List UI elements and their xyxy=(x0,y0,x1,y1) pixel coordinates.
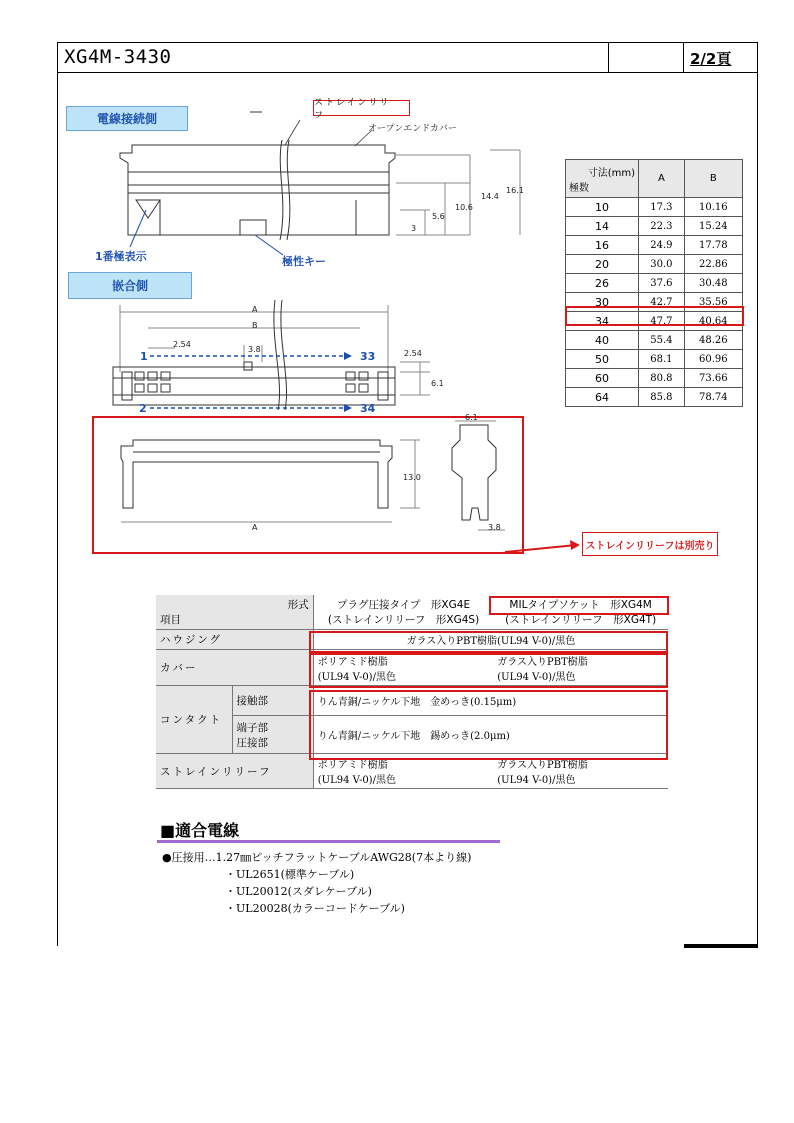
strain-material: ポリアミド樹脂 xyxy=(317,760,388,771)
cover-material: ポリアミド樹脂 xyxy=(317,656,388,668)
cover-rating: (UL94 V-0)/黒色 xyxy=(317,671,396,683)
row-34-highlight xyxy=(565,306,744,326)
sold-separately-note: ストレインリリーフは別売り xyxy=(582,532,718,556)
dimension-label: 14.4 xyxy=(481,192,499,201)
strain-relief-label: ストレインリリーフ xyxy=(156,754,313,789)
a-cell: 22.3 xyxy=(639,217,685,236)
pin-number-34: 34 xyxy=(360,402,376,415)
b-cell: 73.66 xyxy=(684,369,742,388)
b-cell: 22.86 xyxy=(684,255,742,274)
a-cell: 80.8 xyxy=(639,369,685,388)
pin-number-1: 1 xyxy=(140,350,148,363)
b-cell: 78.74 xyxy=(684,388,742,407)
a-cell: 24.9 xyxy=(639,236,685,255)
header-form: 形式 xyxy=(287,599,309,611)
table-row xyxy=(566,331,743,350)
contact-value: りん青銅/ニッケル下地 金めっき(0.15μm) xyxy=(313,686,668,716)
a-cell: 37.6 xyxy=(639,274,685,293)
a-cell: 85.8 xyxy=(639,388,685,407)
pin-number-2: 2 xyxy=(139,402,147,415)
mil-strain-relief: (ストレインリリーフ 形XG4T) xyxy=(505,614,657,626)
dimension-label: 3.8 xyxy=(248,345,261,354)
pole-cell: 10 xyxy=(566,198,639,217)
mil-type-highlight xyxy=(489,596,669,615)
b-cell: 40.64 xyxy=(684,312,742,331)
housing-value: ガラス入りPBT樹脂(UL94 V-0)/黒色 xyxy=(313,630,668,650)
spec-header-cell xyxy=(156,595,313,630)
wire-type-item: ・UL20028(カラーコードケーブル) xyxy=(225,902,405,915)
b-cell: 30.48 xyxy=(684,274,742,293)
open-end-cover-label: オープンエンドカバー xyxy=(368,124,457,134)
b-cell: 15.24 xyxy=(684,217,742,236)
dimension-label: 6.1 xyxy=(431,379,444,388)
table-row xyxy=(566,198,743,217)
strain-material: ガラス入りPBT樹脂 xyxy=(497,760,588,771)
a-cell: 47.7 xyxy=(639,312,685,331)
table-header-row xyxy=(566,160,743,198)
header-dimension-unit: 寸法(mm) xyxy=(587,167,635,179)
dimension-label: 2.54 xyxy=(404,349,422,358)
dimension-label: 3.8 xyxy=(488,523,501,532)
wire-type-item: ・UL20012(スダレケーブル) xyxy=(225,885,372,898)
dimension-label: B xyxy=(252,321,258,330)
b-cell: 60.96 xyxy=(684,350,742,369)
dimension-label: 13.0 xyxy=(403,473,421,482)
pole-cell: 50 xyxy=(566,350,639,369)
polarity-key-label: 極性キー xyxy=(282,255,326,268)
b-cell: 10.16 xyxy=(684,198,742,217)
crimp-label: 圧接部 xyxy=(236,736,268,749)
applicable-wire-heading: ■適合電線 xyxy=(160,821,240,840)
b-cell: 48.26 xyxy=(684,331,742,350)
housing-label: ハウジング xyxy=(156,630,313,650)
table-row xyxy=(566,350,743,369)
table-header-cell xyxy=(566,160,639,198)
contact-label: コンタクト xyxy=(156,686,232,754)
pin-number-33: 33 xyxy=(360,350,376,363)
dimension-label: 10.6 xyxy=(455,203,473,212)
dimension-label: 6.1 xyxy=(465,413,478,422)
terminal-part-label xyxy=(232,716,313,754)
dimension-label: 5.6 xyxy=(432,212,445,221)
cover-rating: (UL94 V-0)/黒色 xyxy=(497,671,576,683)
table-row xyxy=(566,274,743,293)
dimension-label: A xyxy=(252,305,258,314)
dimension-label: 3 xyxy=(411,224,417,233)
a-cell: 55.4 xyxy=(639,331,685,350)
housing-highlight xyxy=(309,631,668,653)
pole-cell: 20 xyxy=(566,255,639,274)
pole-cell: 16 xyxy=(566,236,639,255)
dimension-label: A xyxy=(252,523,258,532)
document-title: XG4M-3430 xyxy=(64,46,172,68)
pole-cell: 40 xyxy=(566,331,639,350)
plug-strain-relief: (ストレインリリーフ 形XG4S) xyxy=(327,614,480,626)
dimension-table xyxy=(565,159,743,407)
pin1-mark-label: 1番極表示 xyxy=(95,250,147,263)
strain-relief-callout: ストレインリリ フ xyxy=(313,100,410,116)
wire-side-label: 電線接続側 xyxy=(66,106,188,131)
cover-highlight xyxy=(309,653,668,688)
table-row xyxy=(566,369,743,388)
b-cell: 35.56 xyxy=(684,293,742,312)
mating-side-label: 嵌合側 xyxy=(68,272,192,299)
b-cell: 17.78 xyxy=(684,236,742,255)
wire-spec-line: ●圧接用…1.27㎜ピッチフラットケーブルAWG28(7本より線) xyxy=(162,851,472,864)
table-header-cell: B xyxy=(684,160,742,198)
pole-cell: 30 xyxy=(566,293,639,312)
pole-cell: 64 xyxy=(566,388,639,407)
contact-highlight xyxy=(309,690,668,760)
table-row xyxy=(566,255,743,274)
mil-type-name: MILタイプソケット 形XG4M xyxy=(509,599,652,611)
table-row xyxy=(566,388,743,407)
wire-type-item: ・UL2651(標準ケーブル) xyxy=(225,868,355,881)
cover-label: カバー xyxy=(156,650,313,686)
dimension-label: 16.1 xyxy=(506,186,524,195)
terminal-value: りん青銅/ニッケル下地 錫めっき(2.0μm) xyxy=(313,716,668,754)
a-cell: 17.3 xyxy=(639,198,685,217)
pole-cell: 60 xyxy=(566,369,639,388)
pole-cell: 34 xyxy=(566,312,639,331)
a-cell: 30.0 xyxy=(639,255,685,274)
header-pole-count: 極数 xyxy=(569,182,589,194)
terminal-label: 端子部 xyxy=(236,721,268,734)
table-header-cell: A xyxy=(639,160,685,198)
page-number: 2/2頁 xyxy=(690,50,732,68)
cover-material: ガラス入りPBT樹脂 xyxy=(497,656,588,668)
table-row xyxy=(566,217,743,236)
strain-rating: (UL94 V-0)/黒色 xyxy=(497,775,576,786)
plug-type-header xyxy=(313,595,493,630)
table-row xyxy=(566,236,743,255)
pole-cell: 14 xyxy=(566,217,639,236)
dimension-label: 2.54 xyxy=(173,340,191,349)
pole-cell: 26 xyxy=(566,274,639,293)
a-cell: 42.7 xyxy=(639,293,685,312)
plug-type-name: プラグ圧接タイプ 形XG4E xyxy=(336,599,471,611)
heading-underline xyxy=(157,840,500,843)
header-item: 項目 xyxy=(160,614,181,626)
strain-rating: (UL94 V-0)/黒色 xyxy=(317,775,396,786)
contact-part-label: 接触部 xyxy=(232,686,313,716)
a-cell: 68.1 xyxy=(639,350,685,369)
